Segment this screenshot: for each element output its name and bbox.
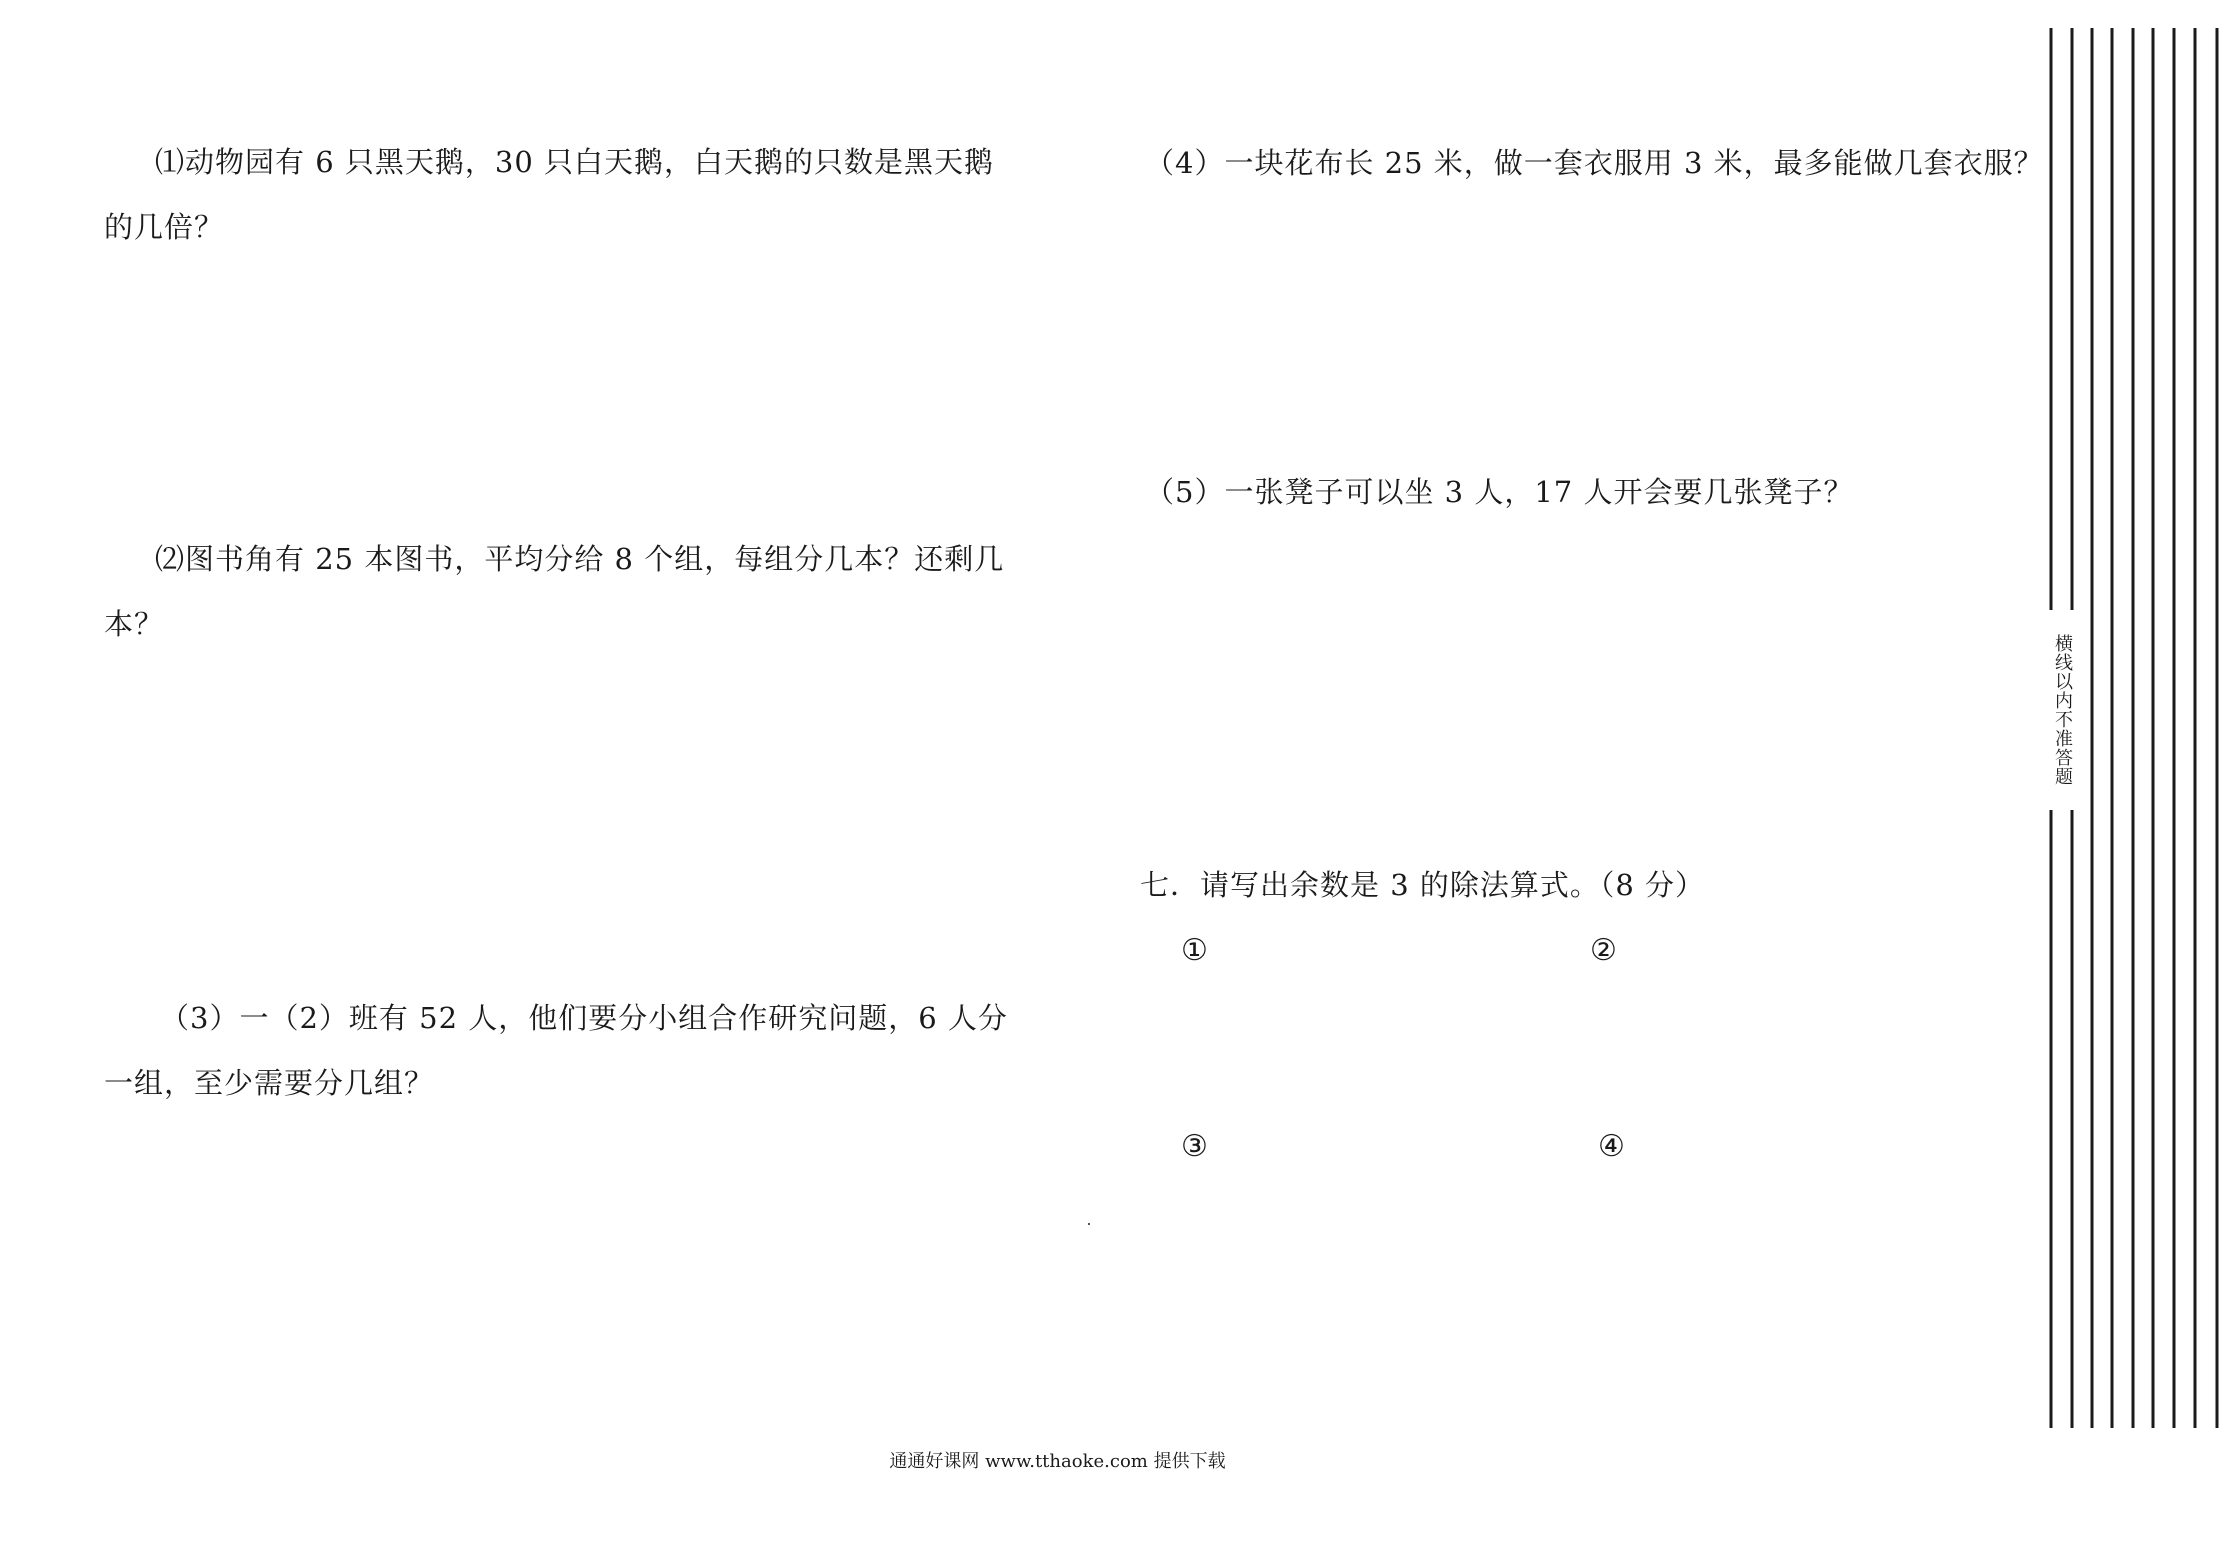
- footer: [0, 1450, 2070, 1474]
- question-5: （5）一张凳子可以坐 3 人，17 人开会要几张凳子？: [1145, 475, 1854, 509]
- question-2-line-2: 本？: [104, 607, 165, 641]
- answer-slot-2: ②: [1590, 933, 1617, 968]
- question-1-line-2: 的几倍？: [104, 210, 225, 244]
- question-3-line-2: 一组，至少需要分几组？: [104, 1066, 435, 1100]
- footer-text: 通通好课网 www.tthaoke.com 提供下载: [889, 1451, 1226, 1472]
- section-7-title: 七．请写出余数是 3 的除法算式。（8 分）: [1140, 868, 1706, 902]
- answer-slot-4: ④: [1598, 1129, 1625, 1164]
- answer-slot-1: ①: [1181, 933, 1208, 968]
- binding-margin-note: 横线以内不准答题: [2042, 610, 2082, 810]
- answer-slot-3: ③: [1181, 1129, 1208, 1164]
- question-3-line-1: （3）一（2）班有 52 人，他们要分小组合作研究问题，6 人分: [160, 1001, 1008, 1035]
- stray-dot: [1088, 1223, 1090, 1225]
- question-2-line-1: ⑵图书角有 25 本图书，平均分给 8 个组，每组分几本？还剩几: [155, 542, 1005, 576]
- question-4: （4）一块花布长 25 米，做一套衣服用 3 米，最多能做几套衣服？: [1145, 146, 2044, 180]
- question-1-line-1: ⑴动物园有 6 只黑天鹅，30 只白天鹅，白天鹅的只数是黑天鹅: [155, 145, 995, 179]
